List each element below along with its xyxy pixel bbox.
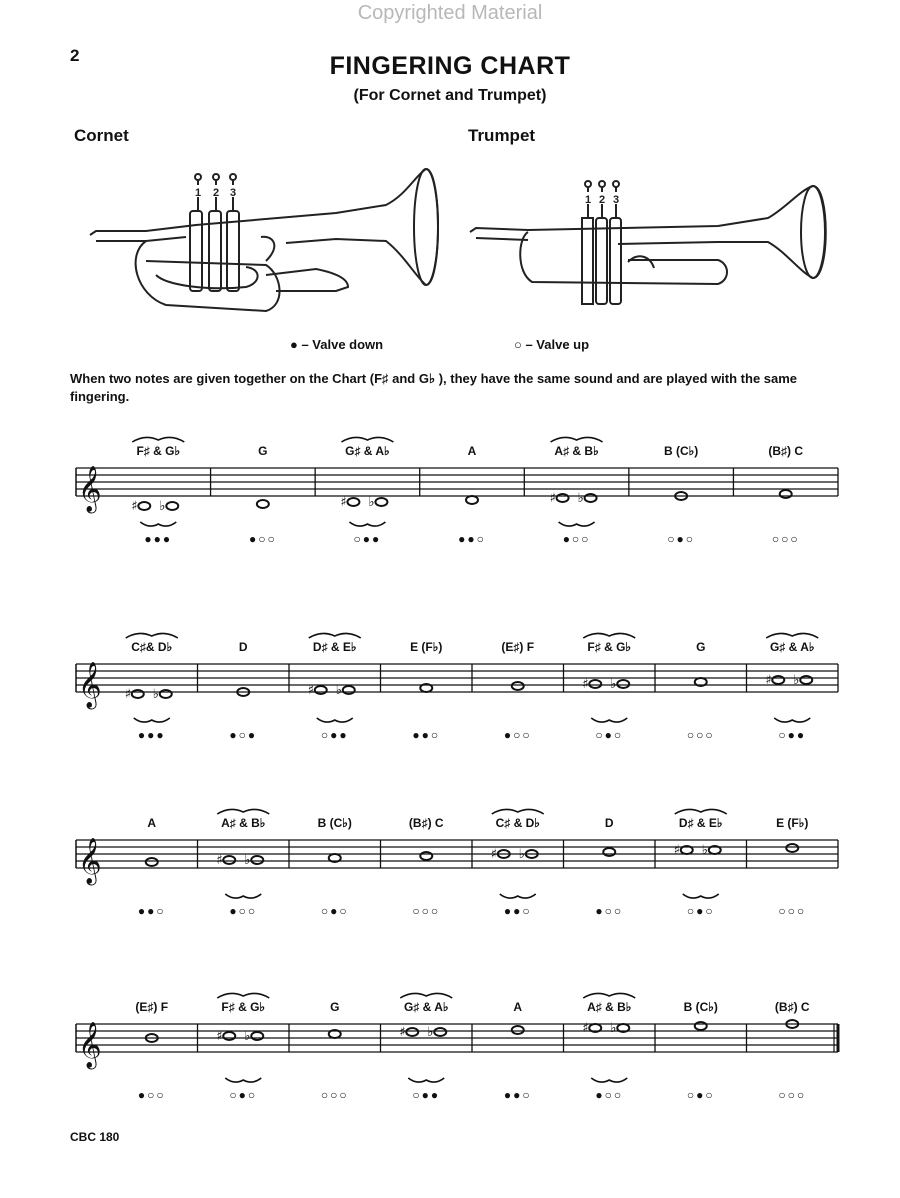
- valve-fingering: ○○○: [412, 904, 441, 918]
- tie-bracket: [551, 437, 603, 442]
- note-label: A: [467, 444, 477, 458]
- flat-accidental: ♭: [244, 853, 251, 868]
- valve-fingering: ●●○: [137, 904, 166, 918]
- valve-fingering: ●○○: [503, 728, 532, 742]
- note-head: [695, 678, 707, 686]
- note-head: [675, 492, 687, 500]
- sharp-accidental: ♯: [340, 495, 347, 510]
- sharp-accidental: ♯: [399, 1025, 406, 1040]
- note-head: [800, 676, 812, 684]
- note-label: C♯& D♭: [131, 640, 173, 654]
- valve-fingering: ●○○: [137, 1088, 166, 1102]
- note-head: [160, 690, 172, 698]
- note-head: [617, 1024, 629, 1032]
- legend-valve-down: ● – Valve down: [290, 337, 384, 352]
- note-head: [329, 1030, 341, 1038]
- note-label: (B♯) C: [408, 816, 444, 830]
- note-label: (E♯) F: [501, 640, 535, 654]
- trumpet-valve-3-number: 3: [612, 194, 620, 206]
- tie-bracket: [140, 522, 176, 526]
- note-head: [466, 496, 478, 504]
- tie-bracket: [217, 809, 269, 814]
- note-label: F♯ & G♭: [587, 640, 632, 654]
- treble-clef-icon: 𝄞: [78, 662, 102, 708]
- valve-fingering: ○●●: [353, 532, 382, 546]
- valve-fingering: ○●○: [686, 1088, 715, 1102]
- note-head: [146, 858, 158, 866]
- flat-accidental: ♭: [793, 673, 800, 688]
- tie-bracket: [500, 894, 536, 898]
- note-head: [617, 680, 629, 688]
- valve-fingering: ●●○: [412, 728, 441, 742]
- page-number: 2: [70, 46, 80, 65]
- note-label: A: [513, 1000, 523, 1014]
- note-head: [557, 494, 569, 502]
- note-label: E (F♭): [410, 640, 443, 654]
- note-label: G: [696, 640, 706, 654]
- note-head: [257, 500, 269, 508]
- valve-fingering: ○●○: [595, 728, 624, 742]
- tie-bracket: [217, 993, 269, 998]
- tie-bracket: [675, 809, 727, 814]
- flat-accidental: ♭: [701, 843, 708, 858]
- tie-bracket: [766, 633, 818, 638]
- sharp-accidental: ♯: [582, 677, 589, 692]
- sharp-accidental: ♯: [765, 673, 772, 688]
- note-label: (B♯) C: [768, 444, 804, 458]
- sharp-accidental: ♯: [131, 499, 138, 514]
- flat-accidental: ♭: [518, 847, 525, 862]
- valve-fingering: ●○○: [229, 904, 258, 918]
- tie-bracket: [341, 437, 393, 442]
- flat-accidental: ♭: [610, 1021, 617, 1036]
- valve-fingering: ○●○: [229, 1088, 258, 1102]
- note-head: [237, 688, 249, 696]
- valve-fingering: ○●●: [778, 728, 807, 742]
- page-subtitle: (For Cornet and Trumpet): [353, 87, 547, 104]
- note-label: B (C♭): [683, 1000, 718, 1014]
- note-head: [589, 680, 601, 688]
- sharp-accidental: ♯: [307, 683, 315, 698]
- trumpet-label: Trumpet: [468, 126, 536, 145]
- tie-bracket: [400, 993, 452, 998]
- tie-bracket: [408, 1078, 444, 1082]
- flat-accidental: ♭: [159, 499, 166, 514]
- cornet-valve-1-number: 1: [194, 187, 202, 199]
- note-label: (B♯) C: [774, 1000, 810, 1014]
- note-label: D♯ & E♭: [678, 816, 723, 830]
- note-label: D: [604, 816, 614, 830]
- note-head: [786, 1020, 798, 1028]
- flat-accidental: ♭: [368, 495, 375, 510]
- note-head: [406, 1028, 418, 1036]
- note-label: E (F♭): [776, 816, 809, 830]
- note-head: [603, 848, 615, 856]
- note-label: B (C♭): [317, 816, 352, 830]
- explanation-text: When two notes are given together on the Chart (F♯ and G♭ ), they have the same sound and are played with the same fingering.: [70, 371, 798, 404]
- treble-clef-icon: 𝄞: [78, 1022, 102, 1068]
- valve-fingering: ●●●: [144, 532, 173, 546]
- cornet-valve-2-number: 2: [212, 187, 220, 199]
- flat-accidental: ♭: [244, 1029, 251, 1044]
- note-head: [780, 490, 792, 498]
- note-label: D: [238, 640, 248, 654]
- note-head: [585, 494, 597, 502]
- valve-fingering: ○●○: [320, 904, 349, 918]
- sharp-accidental: ♯: [549, 491, 556, 506]
- note-head: [223, 856, 235, 864]
- note-label: G♯ & A♭: [403, 1000, 449, 1014]
- valve-fingering: ○●○: [686, 904, 715, 918]
- sharp-accidental: ♯: [582, 1021, 589, 1036]
- note-head: [251, 856, 263, 864]
- valve-fingering: ●●○: [458, 532, 486, 546]
- trumpet-valve-1-number: 1: [584, 194, 592, 206]
- valve-fingering: ○○○: [320, 1088, 349, 1102]
- note-label: F♯ & G♭: [136, 444, 181, 458]
- tie-bracket: [225, 1078, 261, 1082]
- valve-fingering: ●●○: [503, 904, 532, 918]
- note-head: [786, 844, 798, 852]
- flat-accidental: ♭: [610, 677, 617, 692]
- note-label: A♯ & B♭: [554, 444, 599, 458]
- flat-accidental: ♭: [577, 491, 584, 506]
- note-head: [709, 846, 721, 854]
- tie-bracket: [317, 718, 353, 722]
- treble-clef-icon: 𝄞: [78, 466, 102, 512]
- note-head: [343, 686, 355, 694]
- valve-fingering: ●○○: [562, 532, 591, 546]
- note-head: [420, 852, 432, 860]
- treble-clef-icon: 𝄞: [78, 838, 102, 884]
- note-head: [589, 1024, 601, 1032]
- valve-fingering: ○○○: [686, 728, 715, 742]
- sharp-accidental: ♯: [124, 687, 132, 702]
- valve-fingering: ●○●: [229, 728, 258, 742]
- note-label: D♯ & E♭: [312, 640, 357, 654]
- valve-fingering: ○●●: [320, 728, 349, 742]
- sharp-accidental: ♯: [216, 853, 223, 868]
- valve-fingering: ○○○: [778, 1088, 807, 1102]
- cornet-valve-3-number: 3: [229, 187, 237, 199]
- note-label: G♯ & A♭: [345, 444, 390, 458]
- copyright-watermark: Copyrighted Material: [357, 2, 543, 24]
- note-label: G: [330, 1000, 340, 1014]
- note-head: [375, 498, 387, 506]
- note-head: [420, 684, 432, 692]
- trumpet-valve-2-number: 2: [598, 194, 606, 206]
- note-label: G♯ & A♭: [769, 640, 815, 654]
- note-head: [329, 854, 341, 862]
- tie-bracket: [583, 633, 635, 638]
- valve-fingering: ●○○: [248, 532, 277, 546]
- valve-fingering: ○○○: [778, 904, 807, 918]
- note-head: [681, 846, 693, 854]
- note-head: [251, 1032, 263, 1040]
- note-head: [347, 498, 359, 506]
- note-head: [315, 686, 327, 694]
- note-head: [434, 1028, 446, 1036]
- cornet-label: Cornet: [74, 126, 129, 145]
- valve-fingering: ○○○: [771, 532, 800, 546]
- tie-bracket: [134, 718, 170, 722]
- valve-fingering: ●●●: [137, 728, 166, 742]
- tie-bracket: [309, 633, 361, 638]
- sharp-accidental: ♯: [673, 843, 681, 858]
- note-head: [695, 1022, 707, 1030]
- flat-accidental: ♭: [335, 683, 342, 698]
- note-label: A♯ & B♭: [221, 816, 266, 830]
- tie-bracket: [591, 718, 627, 722]
- note-head: [132, 690, 144, 698]
- note-head: [512, 1026, 524, 1034]
- tie-bracket: [583, 993, 635, 998]
- flat-accidental: ♭: [152, 687, 159, 702]
- tie-bracket: [591, 1078, 627, 1082]
- valve-fingering: ●○○: [595, 1088, 624, 1102]
- note-label: B (C♭): [663, 444, 699, 458]
- legend-valve-up: ○ – Valve up: [514, 337, 590, 352]
- page-title: FINGERING CHART: [329, 52, 571, 80]
- sharp-accidental: ♯: [490, 847, 498, 862]
- valve-fingering: ●○○: [595, 904, 624, 918]
- note-head: [223, 1032, 235, 1040]
- tie-bracket: [774, 718, 810, 722]
- note-label: F♯ & G♭: [221, 1000, 266, 1014]
- note-head: [512, 682, 524, 690]
- note-head: [166, 502, 178, 510]
- note-label: A♯ & B♭: [587, 1000, 632, 1014]
- valve-fingering: ●●○: [503, 1088, 532, 1102]
- tie-bracket: [132, 437, 184, 442]
- tie-bracket: [559, 522, 595, 526]
- tie-bracket: [126, 633, 178, 638]
- catalog-number: CBC 180: [70, 1130, 120, 1144]
- note-head: [138, 502, 150, 510]
- valve-fingering: ○●●: [412, 1088, 441, 1102]
- tie-bracket: [225, 894, 261, 898]
- note-label: G: [258, 444, 268, 458]
- note-head: [772, 676, 784, 684]
- note-head: [146, 1034, 158, 1042]
- note-label: (E♯) F: [135, 1000, 169, 1014]
- tie-bracket: [349, 522, 385, 526]
- note-head: [526, 850, 538, 858]
- tie-bracket: [492, 809, 544, 814]
- valve-fingering: ○●○: [667, 532, 696, 546]
- note-head: [498, 850, 510, 858]
- tie-bracket: [683, 894, 719, 898]
- note-label: C♯ & D♭: [495, 816, 540, 830]
- flat-accidental: ♭: [427, 1025, 434, 1040]
- sharp-accidental: ♯: [216, 1029, 223, 1044]
- note-label: A: [147, 816, 157, 830]
